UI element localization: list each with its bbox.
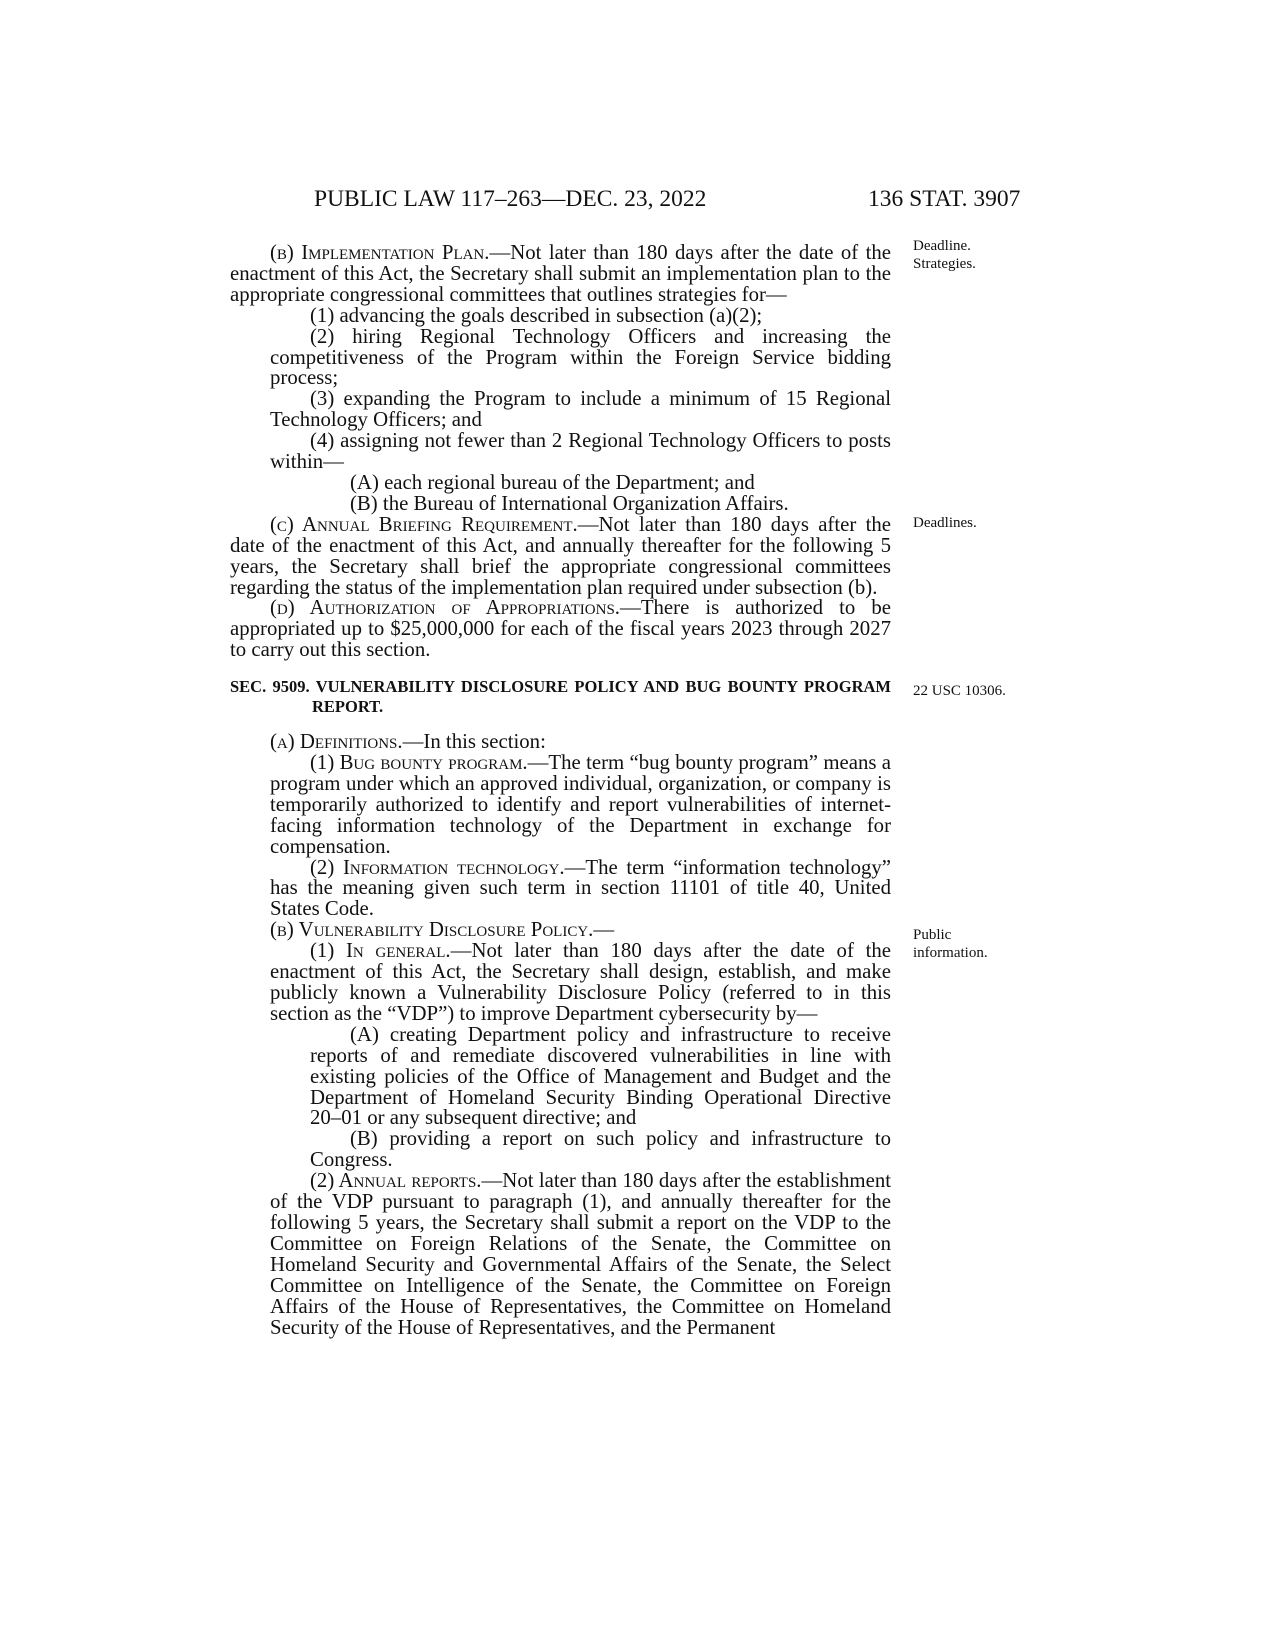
subsection-text: —Not later than 180 days after the date of the enactment of this Act, and annually thereafter for the following 5 years, the Secretary shall brief the appropriate congressional committees regarding the status of the implementation plan required under subsection (b). bbox=[230, 512, 891, 599]
subsection-heading: (c) Annual Briefing Requirement. bbox=[270, 512, 578, 536]
subparagraph-vb1A: (A) creating Department policy and infrastructure to receive reports of and remediate discovered vulnerabilities in line with existing policies of the Office of Management and Budget and the Department of Homeland Security Binding Operational Directive 20–01 or any subsequent directive; and bbox=[310, 1022, 891, 1130]
header-title: PUBLIC LAW 117–263—DEC. 23, 2022 bbox=[314, 186, 707, 212]
paragraph-text: —The term “information technology” has the meaning given such term in section 11101 of title 40, United States Code. bbox=[270, 855, 891, 921]
margin-note-deadline-strategies bbox=[913, 237, 976, 273]
statute-body bbox=[230, 243, 891, 1338]
paragraph-vb2-annual-reports bbox=[230, 1171, 891, 1338]
paragraph-b2: (2) hiring Regional Technology Officers and increasing the competitiveness of the Program within the Foreign Service bidding process; bbox=[270, 324, 891, 390]
paragraph-heading: (1) Bug bounty program. bbox=[310, 751, 528, 775]
margin-note-line: Deadlines. bbox=[913, 515, 977, 531]
subsection-b-implementation-plan bbox=[230, 243, 891, 306]
margin-note-line: Strategies. bbox=[913, 256, 976, 272]
subsection-text: —There is authorized to be appropriated up to $25,000,000 for each of the fiscal years 2023 through 2027 to carry out this section. bbox=[230, 596, 891, 662]
paragraph-a2-information-technology bbox=[230, 855, 891, 921]
margin-note-public-information bbox=[913, 926, 988, 962]
subparagraph-vb1B: (B) providing a report on such policy and infrastructure to Congress. bbox=[310, 1127, 891, 1172]
paragraph-heading: (2) Information technology. bbox=[310, 855, 565, 879]
paragraph-b1: (1) advancing the goals described in subsection (a)(2); bbox=[310, 303, 763, 327]
paragraph-text: —Not later than 180 days after the date of the enactment of this Act, the Secretary shall design, establish, and make publicly known a Vulnerability Disclosure Policy (referred to in this section as the “VDP”) to improve Department cybersecurity by— bbox=[270, 939, 891, 1025]
subsection-heading: (d) Authorization of Appropriations. bbox=[270, 596, 621, 620]
subsection-text: — bbox=[593, 918, 615, 942]
subparagraph-b4B: (B) the Bureau of International Organization Affairs. bbox=[350, 491, 789, 515]
paragraph-heading: (1) In general. bbox=[310, 939, 451, 963]
paragraph-b4: (4) assigning not fewer than 2 Regional Technology Officers to posts within— bbox=[270, 429, 891, 474]
subparagraph-b4A: (A) each regional bureau of the Department; and bbox=[350, 470, 755, 494]
paragraph-heading: (2) Annual reports. bbox=[310, 1169, 482, 1193]
subsection-d-authorization bbox=[230, 598, 891, 661]
subsection-heading: (b) Implementation Plan. bbox=[270, 241, 490, 264]
margin-note-line: 22 USC 10306. bbox=[913, 683, 1006, 699]
subsection-heading: (b) Vulnerability Disclosure Policy. bbox=[270, 918, 594, 942]
subsection-b-vulnerability-disclosure bbox=[230, 920, 891, 941]
paragraph-vb1-in-general bbox=[230, 941, 891, 1025]
subsection-c-annual-briefing bbox=[230, 512, 891, 599]
section-heading: SEC. 9509. VULNERABILITY DISCLOSURE POLICY AND BUG BOUNTY PROGRAM REPORT. bbox=[230, 677, 891, 717]
margin-note-line: Public bbox=[913, 927, 952, 943]
paragraph-text: —Not later than 180 days after the establishment of the VDP pursuant to paragraph (1), and annually thereafter for the following 5 years, the Secretary shall submit a report on the VDP to the Committee on Foreign Relations of the Senate, the Committee on Homeland Security and Governmental Affairs of the Senate, the Select Committee on Intelligence of the Senate, the Committee on Foreign Affairs of the House of Representatives, the Committee on Homeland Security of the House of Representatives, and the Permanent bbox=[270, 1169, 891, 1339]
paragraph-b3: (3) expanding the Program to include a minimum of 15 Regional Technology Officers; and bbox=[270, 387, 891, 432]
paragraph-a1-bug-bounty bbox=[230, 753, 891, 858]
running-header bbox=[0, 186, 1275, 216]
header-page-number: 136 STAT. 3907 bbox=[868, 186, 1021, 212]
margin-note-deadlines bbox=[913, 514, 977, 532]
paragraph-text: —The term “bug bounty program” means a program under which an approved individual, organization, or company is temporarily authorized to identify and report vulnerabilities of internet-facing information technology of the Department in exchange for compensation. bbox=[270, 751, 891, 858]
subsection-text: —In this section: bbox=[402, 730, 546, 754]
margin-note-line: information. bbox=[913, 945, 988, 961]
subsection-a-definitions bbox=[230, 732, 891, 753]
subsection-text: —Not later than 180 days after the date of the enactment of this Act, the Secretary shall submit an implementation plan to the appropriate congressional committees that outlines strategies for— bbox=[230, 241, 891, 306]
margin-note-usc-citation bbox=[913, 682, 1006, 700]
subsection-heading: (a) Definitions. bbox=[270, 730, 403, 754]
margin-note-line: Deadline. bbox=[913, 238, 971, 254]
